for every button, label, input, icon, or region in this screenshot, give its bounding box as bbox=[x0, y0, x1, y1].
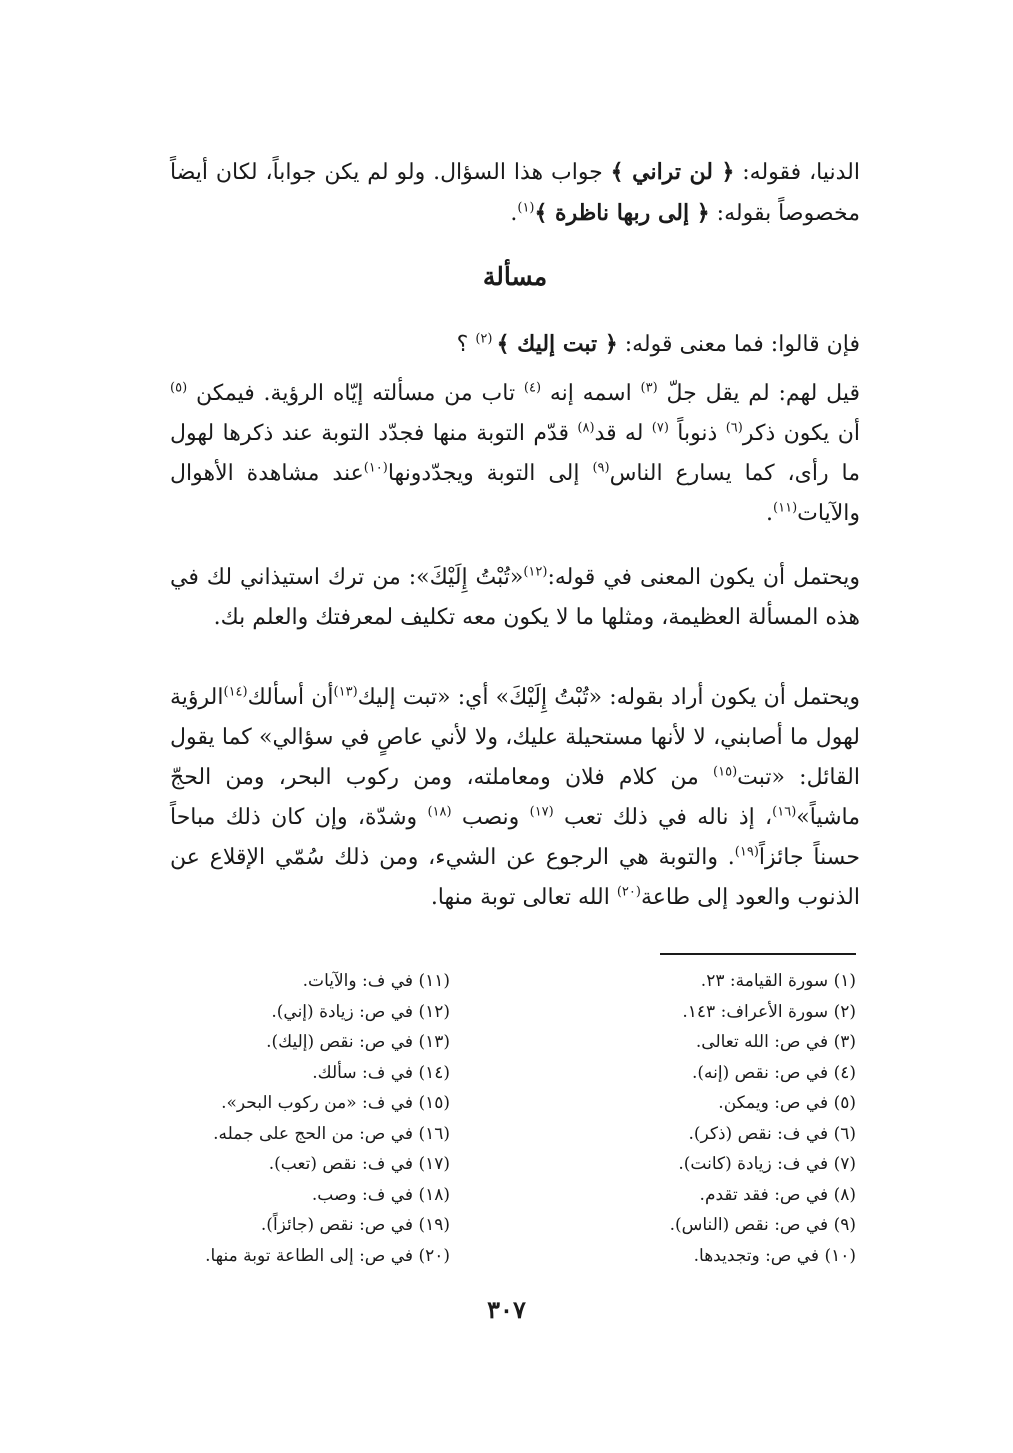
footnote-ref: (١٩) bbox=[734, 844, 759, 860]
footnote-ref: (٣) bbox=[640, 380, 658, 396]
footnote: (١٧) في ف: نقص (تعب). bbox=[268, 1154, 450, 1174]
text: الله تعالى توبة منها. bbox=[430, 885, 617, 910]
footnote: (٢٠) في ص: إلى الطاعة توبة منها. bbox=[205, 1245, 450, 1266]
footnote-ref: (١٥) bbox=[713, 764, 738, 780]
text: . والتوبة هي الرجوع عن الشيء، ومن ذلك سُمّي الإقلاع عن الذنوب والعود إلى طاعة bbox=[170, 845, 860, 910]
footnote: (٦) في ف: نقص (ذكر). bbox=[688, 1123, 856, 1144]
footnote: (١٠) في ص: وتجديدها. bbox=[693, 1245, 856, 1266]
text: ذنوباً bbox=[668, 421, 726, 446]
footnote-ref: (٦) bbox=[725, 420, 743, 436]
paragraph-continuation bbox=[170, 152, 860, 234]
text: أن يكون ذكر bbox=[742, 421, 860, 446]
quran-quote: ﴿ لن تراني ﴾ bbox=[610, 159, 735, 185]
footnote-ref: (٧) bbox=[651, 420, 669, 436]
text: ويحتمل أن يكون أراد بقوله: «تُبْتُ إِلَيْكَ» أي: «تبت إليك bbox=[357, 685, 860, 710]
footnote: (١٣) في ص: نقص (إليك). bbox=[266, 1032, 450, 1052]
quran-quote: ﴿ تبت إليك ﴾ bbox=[496, 331, 618, 357]
footnote-ref: (٢) bbox=[475, 331, 497, 347]
text: الدنيا، فقوله: bbox=[734, 160, 861, 185]
footnote: (١) سورة القيامة: ٢٣. bbox=[700, 971, 856, 991]
text: «تُبْتُ إِلَيْكَ»: من ترك استيذاني لك في هذه المسألة العظيمة، ومثلها ما لا يكون معه تكليف لمعرفتك والعلم بك. bbox=[170, 565, 860, 630]
paragraph-interpretation-1 bbox=[170, 558, 860, 638]
footnote-ref: (١٠) bbox=[363, 460, 388, 476]
footnote-ref: (٩) bbox=[592, 460, 610, 476]
footnote: (١٥) في ف: «من ركوب البحر». bbox=[221, 1093, 450, 1113]
footnotes-column-right bbox=[560, 966, 856, 1271]
quran-quote: ﴿ إلى ربها ناظرة ﴾ bbox=[534, 200, 710, 226]
footnote-divider bbox=[660, 953, 856, 955]
footnote: (٩) في ص: نقص (الناس). bbox=[669, 1215, 856, 1235]
text: ، إذ ناله في ذلك تعب bbox=[553, 805, 773, 830]
text: ويحتمل أن يكون المعنى في قوله: bbox=[547, 565, 860, 590]
text: قيل لهم: لم يقل جلّ bbox=[657, 381, 860, 406]
text: تاب من مسألته إيّاه الرؤية. فيمكن bbox=[187, 381, 524, 406]
footnote: (١٤) في ف: سألك. bbox=[312, 1062, 450, 1083]
paragraph-interpretation-2 bbox=[170, 678, 860, 918]
text: الرؤية لهول ما أصابني، لا لأنها مستحيلة عليك، ولا لأني عاصٍ في سؤالي» كما يقول القائل: «تبت bbox=[170, 685, 860, 790]
footnote-ref: (١٨) bbox=[427, 804, 452, 820]
footnote-ref: (١) bbox=[517, 200, 535, 216]
text: اسمه إنه bbox=[541, 381, 641, 406]
footnote-ref: (٥) bbox=[170, 380, 188, 396]
footnote: (١٦) في ص: من الحج على جمله. bbox=[213, 1123, 450, 1144]
paragraph-answer bbox=[170, 374, 860, 534]
text: . bbox=[766, 501, 774, 526]
footnote-ref: (٨) bbox=[577, 420, 595, 436]
text: . bbox=[510, 201, 518, 226]
page-number: ٣٠٧ bbox=[487, 1295, 526, 1324]
text: عند مشاهدة الأهوال والآيات bbox=[170, 461, 860, 526]
footnote: (١٢) في ص: زيادة (إني). bbox=[271, 1001, 450, 1022]
footnote: (١٨) في ف: وصب. bbox=[311, 1184, 450, 1205]
footnote: (٨) في ص: فقد تقدم. bbox=[699, 1184, 856, 1205]
footnote: (٧) في ف: زيادة (كانت). bbox=[678, 1154, 856, 1174]
footnote-ref: (١٦) bbox=[772, 804, 797, 820]
footnote-ref: (٤) bbox=[523, 380, 542, 396]
footnote: (١٩) في ص: نقص (جائزاً). bbox=[260, 1215, 450, 1235]
footnote-ref: (١٧) bbox=[529, 804, 554, 820]
footnote-ref: (١١) bbox=[773, 500, 798, 516]
footnote-ref: (١٤) bbox=[223, 684, 248, 700]
section-heading: مسألة bbox=[482, 262, 548, 291]
footnotes-column-left bbox=[150, 966, 450, 1271]
footnote-ref: (١٣) bbox=[333, 684, 358, 700]
text: وشدّة، وإن كان ذلك مباحاً حسناً جائزاً bbox=[170, 805, 860, 870]
text: قدّم التوبة منها فجدّد التوبة عند ذكرها لهول ما رأى، كما يسارع الناس bbox=[170, 421, 860, 486]
footnote: (٣) في ص: الله تعالى. bbox=[695, 1032, 856, 1052]
text: إلى التوبة ويجدّدونها bbox=[387, 461, 593, 486]
footnote-ref: (٢٠) bbox=[616, 884, 641, 900]
footnote: (١١) في ف: والآيات. bbox=[302, 971, 450, 991]
text: له قد bbox=[594, 421, 652, 446]
text: من كلام فلان ومعاملته، ومن ركوب البحر، ومن الحجّ ماشياً» bbox=[170, 765, 860, 830]
text: جواب هذا السؤال. ولو لم يكن جواباً، لكان أيضاً مخصوصاً بقوله: bbox=[170, 160, 860, 226]
question-line bbox=[170, 324, 860, 365]
text: أن أسألك bbox=[247, 685, 334, 710]
footnote: (٢) سورة الأعراف: ١٤٣. bbox=[682, 1001, 856, 1022]
text: ؟ bbox=[456, 332, 476, 357]
footnote-ref: (١٢) bbox=[523, 564, 548, 580]
text: فإن قالوا: فما معنى قوله: bbox=[617, 332, 860, 357]
footnote: (٥) في ص: ويمكن. bbox=[718, 1093, 856, 1113]
footnote: (٤) في ص: نقص (إنه). bbox=[692, 1062, 856, 1083]
text: ونصب bbox=[451, 805, 530, 830]
